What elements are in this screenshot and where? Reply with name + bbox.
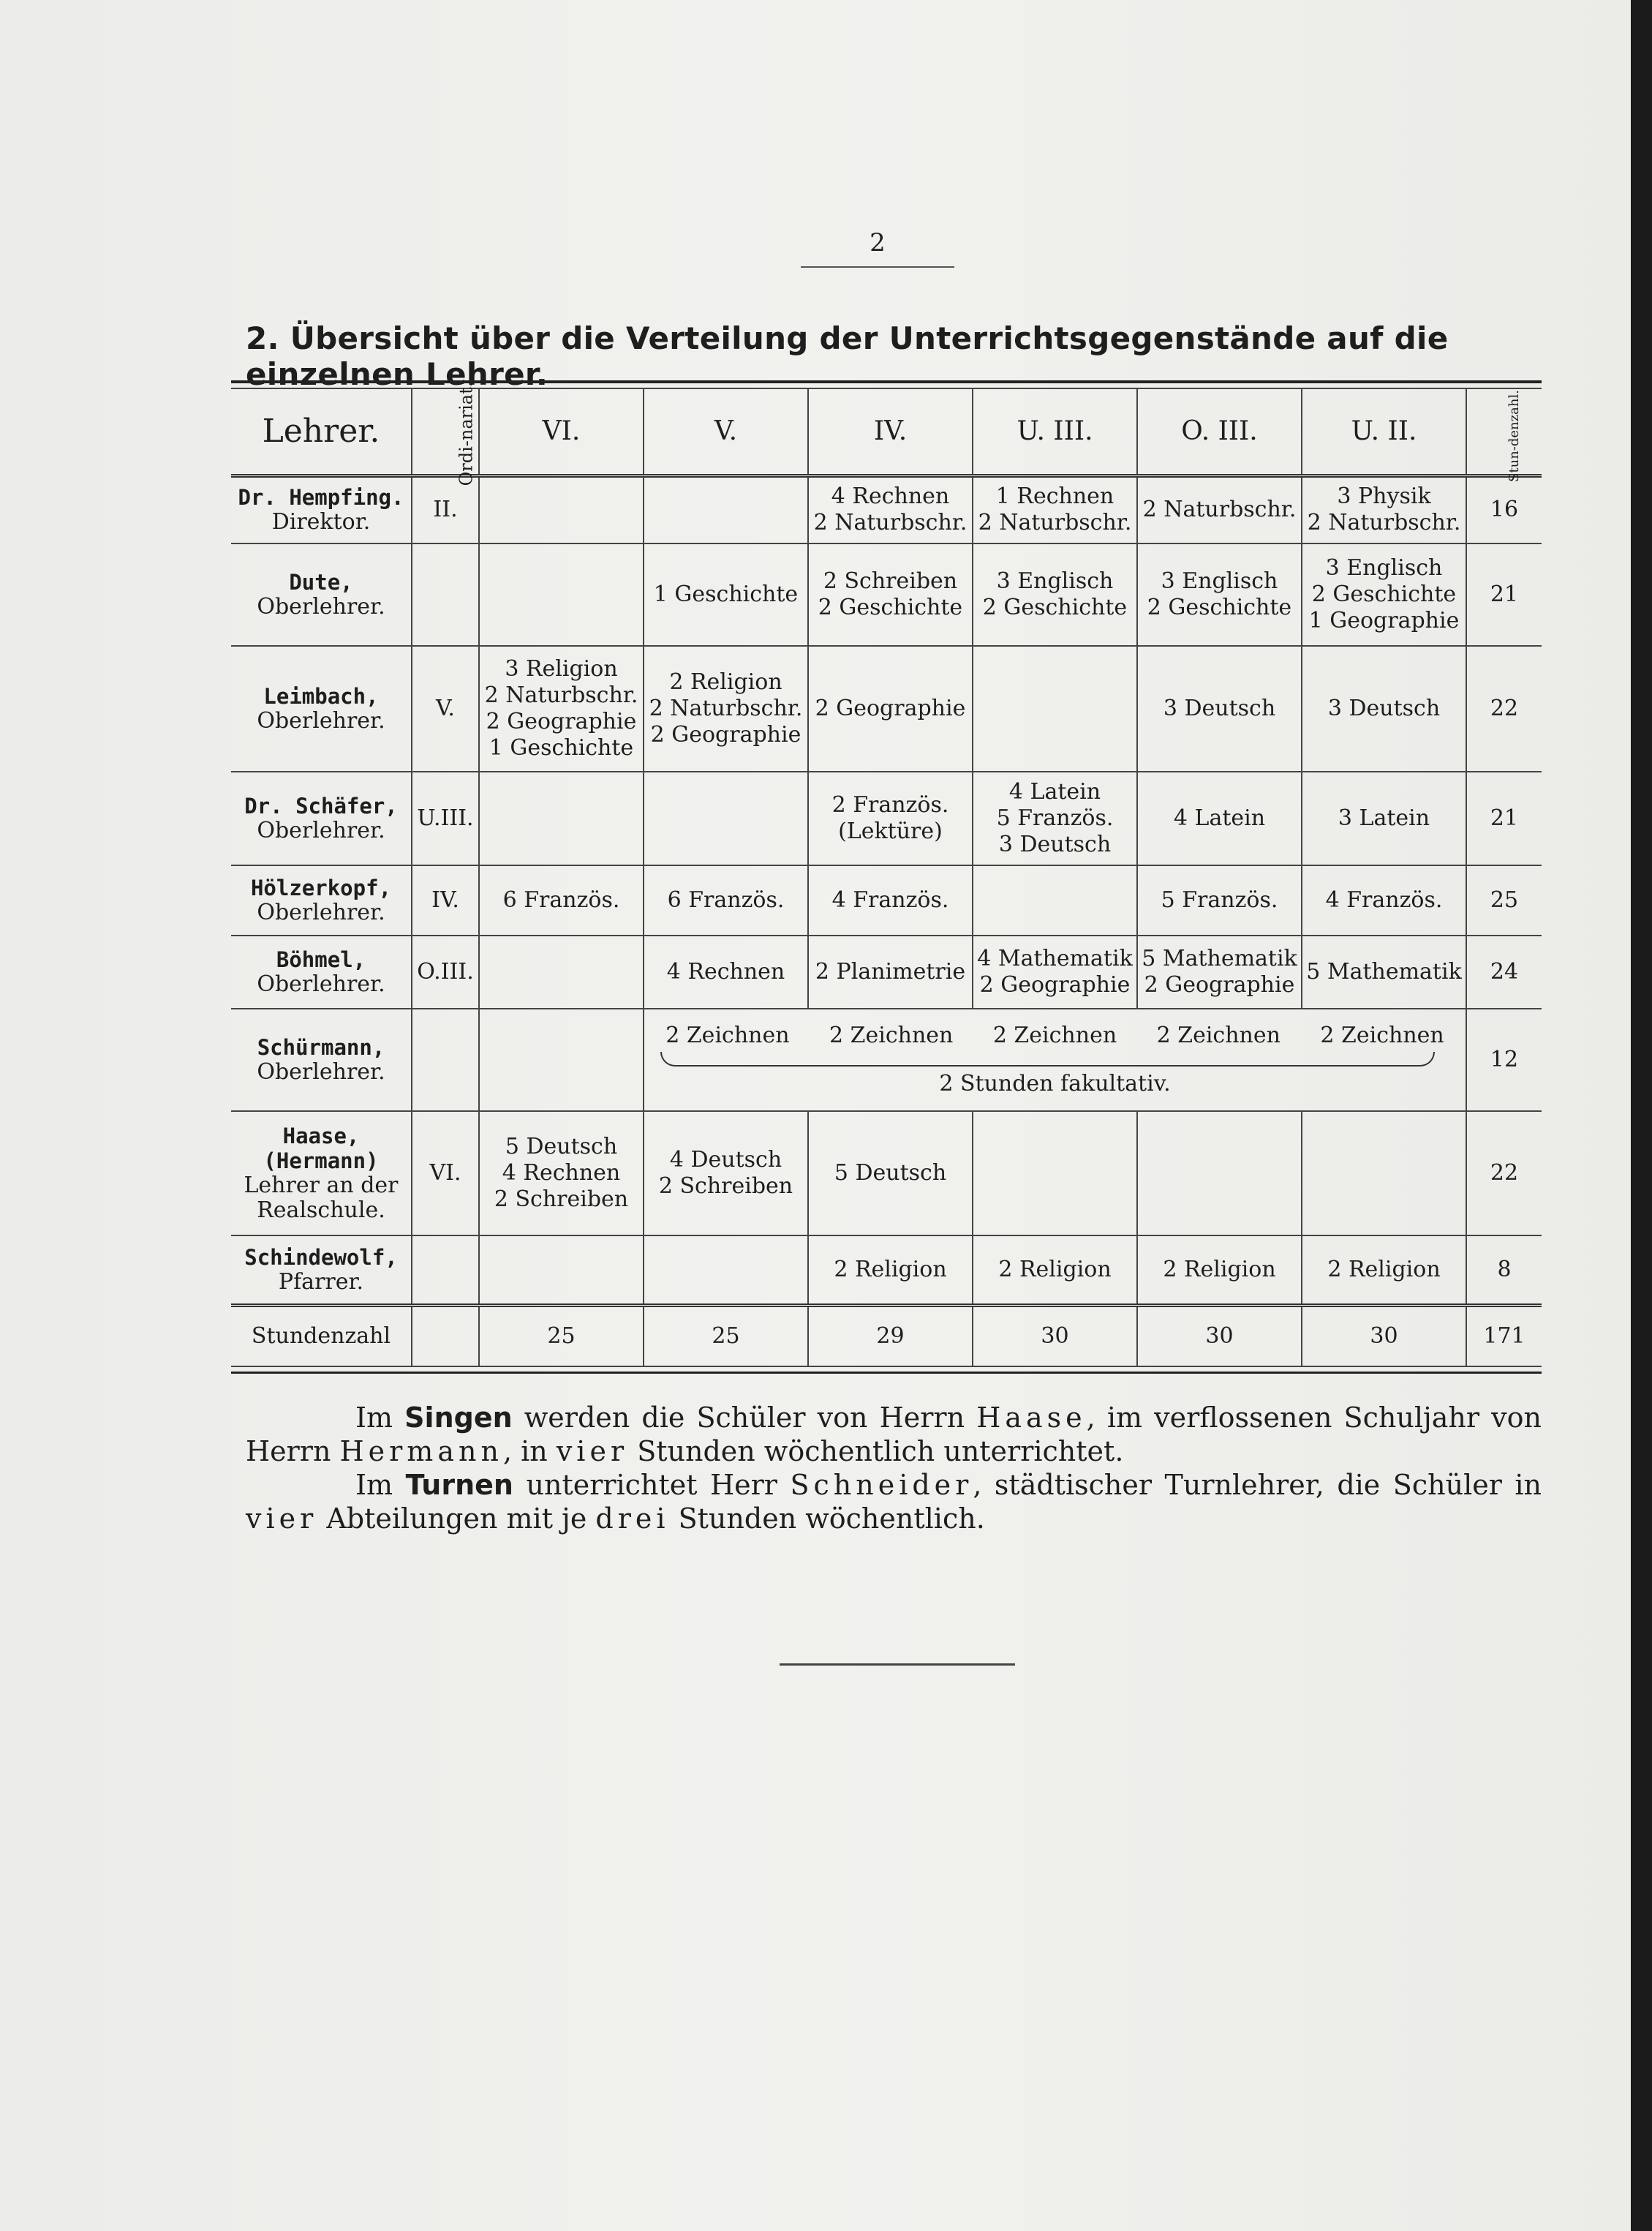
subject-cell: 4 Rechnen bbox=[644, 936, 808, 1009]
row-total-cell: 21 bbox=[1466, 772, 1542, 865]
teacher-title: Oberlehrer. bbox=[257, 593, 385, 620]
subject-cell bbox=[479, 1235, 644, 1306]
subject-cell: 2 Religion bbox=[1302, 1235, 1466, 1306]
subject-entry: 2 Zeichnen bbox=[992, 1022, 1117, 1048]
teacher-name-cell bbox=[231, 1235, 412, 1306]
subject-cell bbox=[479, 476, 644, 543]
sum-value-cell: 29 bbox=[808, 1306, 973, 1367]
subject-cell: 4 Französ. bbox=[808, 865, 973, 936]
subject-cell: 2 Religion bbox=[973, 1235, 1137, 1306]
subject-cell: 1 Geschichte bbox=[644, 543, 808, 646]
subject-entry: 2 Zeichnen bbox=[1156, 1022, 1281, 1048]
subject-cell: 2 Naturbschr. bbox=[1137, 476, 1302, 543]
subject-cell: 3 Englisch 2 Geschichte 1 Geographie bbox=[1302, 543, 1466, 646]
subject-cell: 6 Französ. bbox=[479, 865, 644, 936]
header-class-u-iii: U. III. bbox=[973, 388, 1137, 476]
header-class-vi: VI. bbox=[479, 388, 644, 476]
ordinariat-cell: II. bbox=[412, 476, 479, 543]
teacher-name: Hölzerkopf, bbox=[250, 875, 392, 900]
sum-label: Stundenzahl bbox=[231, 1306, 412, 1367]
table-row bbox=[231, 772, 1542, 865]
ordinariat-cell: V. bbox=[412, 646, 479, 772]
subject-cell: 5 Französ. bbox=[1137, 865, 1302, 936]
scan-edge bbox=[1631, 0, 1652, 2231]
table-row bbox=[231, 1235, 1542, 1306]
subject-cell: 4 Rechnen 2 Naturbschr. bbox=[808, 476, 973, 543]
ordinariat-cell: U.III. bbox=[412, 772, 479, 865]
teacher-title: Oberlehrer. bbox=[257, 1058, 385, 1085]
table-row bbox=[231, 865, 1542, 936]
teacher-title: Lehrer an der Realschule. bbox=[244, 1172, 399, 1223]
table-row bbox=[231, 1009, 1542, 1111]
subject-cell: 3 Englisch 2 Geschichte bbox=[973, 543, 1137, 646]
curly-brace bbox=[660, 1052, 1435, 1066]
teacher-title: Direktor. bbox=[271, 509, 371, 535]
table-row bbox=[231, 476, 1542, 543]
subject-cell: 2 Religion bbox=[1137, 1235, 1302, 1306]
teacher-name-cell bbox=[231, 646, 412, 772]
subject-cell: 2 Schreiben 2 Geschichte bbox=[808, 543, 973, 646]
row-total-cell: 24 bbox=[1466, 936, 1542, 1009]
ordinariat-cell bbox=[412, 1009, 479, 1111]
teacher-name: Haase, (Hermann) bbox=[263, 1123, 379, 1173]
teacher-name: Dr. Hempfing. bbox=[238, 485, 404, 511]
header-class-iv: IV. bbox=[808, 388, 973, 476]
ordinariat-cell: VI. bbox=[412, 1111, 479, 1235]
header-class-v: V. bbox=[644, 388, 808, 476]
subject-cell bbox=[973, 646, 1137, 772]
header-stundenzahl: Stun-denzahl. bbox=[1466, 388, 1542, 476]
teacher-name-cell bbox=[231, 476, 412, 543]
sum-value-cell: 30 bbox=[1137, 1306, 1302, 1367]
ordinariat-cell: IV. bbox=[412, 865, 479, 936]
header-row bbox=[231, 388, 1542, 476]
subject-cell: 4 Deutsch 2 Schreiben bbox=[644, 1111, 808, 1235]
sum-value-cell: 30 bbox=[973, 1306, 1137, 1367]
teacher-name: Schindewolf, bbox=[244, 1244, 398, 1270]
subject-cell bbox=[1302, 1111, 1466, 1235]
table-bottom-rule bbox=[231, 1372, 1542, 1374]
subject-entry: 2 Zeichnen bbox=[1320, 1022, 1444, 1048]
subject-cell: 3 Physik 2 Naturbschr. bbox=[1302, 476, 1466, 543]
teacher-title: Oberlehrer. bbox=[257, 899, 385, 925]
table-row bbox=[231, 543, 1542, 646]
teacher-name-cell bbox=[231, 543, 412, 646]
subject-cell: 2 Planimetrie bbox=[808, 936, 973, 1009]
sum-value-cell: 30 bbox=[1302, 1306, 1466, 1367]
sum-row bbox=[231, 1306, 1542, 1367]
subject-cell: 3 Englisch 2 Geschichte bbox=[1137, 543, 1302, 646]
subject-cell: 5 Deutsch 4 Rechnen 2 Schreiben bbox=[479, 1111, 644, 1235]
subject-cell bbox=[644, 1235, 808, 1306]
subject-cell: 2 Religion 2 Naturbschr. 2 Geographie bbox=[644, 646, 808, 772]
subject-cell: 2 Geographie bbox=[808, 646, 973, 772]
subject-cell: 4 Französ. bbox=[1302, 865, 1466, 936]
subject-cell bbox=[973, 865, 1137, 936]
subject-cell: 1 Rechnen 2 Naturbschr. bbox=[973, 476, 1137, 543]
subject-cell bbox=[644, 476, 808, 543]
distribution-table bbox=[231, 381, 1542, 1367]
subject-cell bbox=[644, 772, 808, 865]
paragraph-singen: Im Singen werden die Schüler von Herrn Haase, im verflossenen Schuljahr von Herrn Hermann, in vier Stunden wöchentlich unterrichtet. bbox=[246, 1402, 1542, 1467]
sum-ordinariat-cell bbox=[412, 1306, 479, 1367]
teacher-name: Dr. Schäfer, bbox=[244, 793, 398, 819]
subject-cell bbox=[479, 936, 644, 1009]
ordinariat-cell bbox=[412, 1235, 479, 1306]
subject-entry: 2 Zeichnen bbox=[665, 1022, 790, 1048]
row-total-cell: 21 bbox=[1466, 543, 1542, 646]
fakultativ-note: 2 Stunden fakultativ. bbox=[939, 1070, 1171, 1096]
subject-cell: 4 Latein 5 Französ. 3 Deutsch bbox=[973, 772, 1137, 865]
section-title: 2. Übersicht über die Verteilung der Unterrichtsgegenstände auf die einzelnen Lehrer. bbox=[246, 320, 1449, 392]
subject-cell bbox=[973, 1111, 1137, 1235]
subject-cell: 6 Französ. bbox=[644, 865, 808, 936]
closing-rule bbox=[780, 1663, 1015, 1666]
teacher-title: Oberlehrer. bbox=[257, 817, 385, 843]
subject-entry: 2 Zeichnen bbox=[829, 1022, 954, 1048]
teacher-name-cell bbox=[231, 772, 412, 865]
subject-cell: 2 Religion bbox=[808, 1235, 973, 1306]
subject-cell: 3 Deutsch bbox=[1302, 646, 1466, 772]
distribution-table-wrap bbox=[231, 380, 1542, 1374]
row-total-cell: 12 bbox=[1466, 1009, 1542, 1111]
subject-cell: 3 Religion 2 Naturbschr. 2 Geographie 1 Geschichte bbox=[479, 646, 644, 772]
grand-total-cell: 171 bbox=[1466, 1306, 1542, 1367]
row-total-cell: 25 bbox=[1466, 865, 1542, 936]
row-total-cell: 8 bbox=[1466, 1235, 1542, 1306]
row-total-cell: 22 bbox=[1466, 646, 1542, 772]
teacher-name-cell bbox=[231, 1111, 412, 1235]
header-class-u-ii: U. II. bbox=[1302, 388, 1466, 476]
header-lehrer: Lehrer. bbox=[231, 388, 412, 476]
subject-cell: 4 Latein bbox=[1137, 772, 1302, 865]
teacher-name: Dute, bbox=[289, 569, 353, 595]
ordinariat-cell bbox=[412, 543, 479, 646]
ordinariat-cell: O.III. bbox=[412, 936, 479, 1009]
header-class-o-iii: O. III. bbox=[1137, 388, 1302, 476]
subject-cell bbox=[479, 543, 644, 646]
teacher-title: Pfarrer. bbox=[278, 1268, 364, 1295]
table-row bbox=[231, 1111, 1542, 1235]
row-total-cell: 22 bbox=[1466, 1111, 1542, 1235]
page-number: 2 bbox=[870, 228, 886, 257]
teacher-name: Böhmel, bbox=[276, 947, 366, 972]
teacher-name: Leimbach, bbox=[263, 683, 379, 709]
teacher-name-cell bbox=[231, 865, 412, 936]
subject-cell: 4 Mathematik 2 Geographie bbox=[973, 936, 1137, 1009]
subject-cell: 5 Deutsch bbox=[808, 1111, 973, 1235]
subject-cell: 5 Mathematik bbox=[1302, 936, 1466, 1009]
subject-cell bbox=[479, 772, 644, 865]
subject-cell: 3 Latein bbox=[1302, 772, 1466, 865]
teacher-title: Oberlehrer. bbox=[257, 707, 385, 734]
sum-value-cell: 25 bbox=[644, 1306, 808, 1367]
subject-cell: 5 Mathematik 2 Geographie bbox=[1137, 936, 1302, 1009]
table-top-rule bbox=[231, 380, 1542, 383]
fakultativ-cell bbox=[644, 1009, 1466, 1111]
teacher-name-cell bbox=[231, 1009, 412, 1111]
header-ordinariat: Ordi-nariat. bbox=[412, 388, 479, 476]
subject-cell: 2 Französ. (Lektüre) bbox=[808, 772, 973, 865]
subject-cell bbox=[479, 1009, 644, 1111]
subject-cell bbox=[1137, 1111, 1302, 1235]
table-row bbox=[231, 646, 1542, 772]
row-total-cell: 16 bbox=[1466, 476, 1542, 543]
sum-value-cell: 25 bbox=[479, 1306, 644, 1367]
teacher-title: Oberlehrer. bbox=[257, 971, 385, 997]
teacher-name-cell bbox=[231, 936, 412, 1009]
page-number-rule bbox=[801, 266, 954, 268]
subject-cell: 3 Deutsch bbox=[1137, 646, 1302, 772]
teacher-name: Schürmann, bbox=[257, 1034, 385, 1060]
table-row bbox=[231, 936, 1542, 1009]
paragraph-turnen: Im Turnen unterrichtet Herr Schneider, städtischer Turnlehrer, die Schüler in vier Abteilungen mit je drei Stunden wöchentlich. bbox=[246, 1469, 1542, 1535]
